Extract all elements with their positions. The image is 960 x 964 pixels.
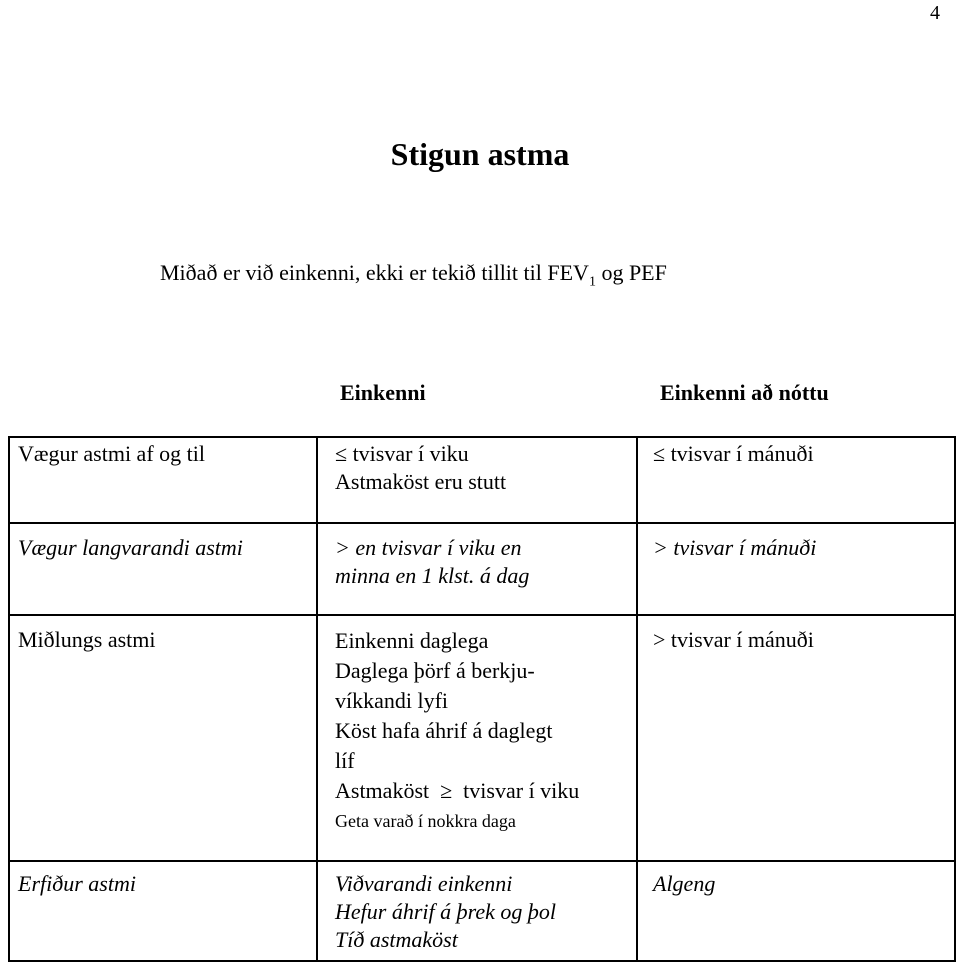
table-row-label: Vægur langvarandi astmi: [18, 535, 243, 560]
document-title: Stigun astma: [390, 136, 570, 172]
row-divider: [8, 522, 956, 524]
symptoms-cell: [335, 870, 556, 954]
column-header-symptoms: Einkenni: [340, 380, 426, 405]
column-divider: [316, 436, 318, 962]
symptom-line: > en tvisvar í viku en: [335, 535, 522, 560]
symptom-line: Astmaköst ≥ tvisvar í viku: [335, 778, 580, 803]
table-border-bottom: [8, 960, 956, 962]
page-number: 4: [930, 2, 940, 24]
symptom-line: Köst hafa áhrif á daglegt: [335, 718, 553, 743]
row-divider: [8, 614, 956, 616]
symptom-line: minna en 1 klst. á dag: [335, 563, 530, 588]
subtitle-subscript: 1: [588, 274, 596, 290]
column-header-night-symptoms: Einkenni að nóttu: [660, 380, 829, 405]
subtitle-suffix: og PEF: [595, 260, 667, 285]
night-symptoms-cell: > tvisvar í mánuði: [653, 627, 814, 652]
symptom-line: Hefur áhrif á þrek og þol: [335, 899, 556, 924]
table-row-label: Miðlungs astmi: [18, 627, 156, 652]
symptom-line: líf: [335, 748, 355, 773]
symptoms-cell: [335, 534, 529, 590]
symptom-line: Einkenni daglega: [335, 628, 489, 653]
symptom-line: Tíð astmaköst: [335, 927, 458, 952]
symptoms-cell: [335, 626, 579, 836]
symptom-line: ≤ tvisvar í viku: [335, 441, 469, 466]
night-symptoms-cell: Algeng: [653, 871, 716, 896]
table-border-right: [954, 436, 956, 962]
symptoms-cell: [335, 440, 506, 496]
table-row-label: Erfiður astmi: [18, 871, 136, 896]
column-divider: [636, 436, 638, 962]
asthma-classification-table: [8, 436, 956, 962]
symptom-line: Viðvarandi einkenni: [335, 871, 513, 896]
document-subtitle: [160, 260, 667, 290]
table-row-label: Vægur astmi af og til: [18, 441, 205, 466]
symptom-line: Geta varað í nokkra daga: [335, 811, 516, 831]
symptom-line: Daglega þörf á berkju-: [335, 658, 535, 683]
symptom-line: víkkandi lyfi: [335, 688, 449, 713]
symptom-line: Astmaköst eru stutt: [335, 469, 507, 494]
table-border-left: [8, 436, 10, 962]
night-symptoms-cell: ≤ tvisvar í mánuði: [653, 441, 814, 466]
table-border-top: [8, 436, 956, 438]
row-divider: [8, 860, 956, 862]
subtitle-text: Miðað er við einkenni, ekki er tekið tillit til FEV: [160, 260, 589, 285]
night-symptoms-cell: > tvisvar í mánuði: [653, 535, 817, 560]
